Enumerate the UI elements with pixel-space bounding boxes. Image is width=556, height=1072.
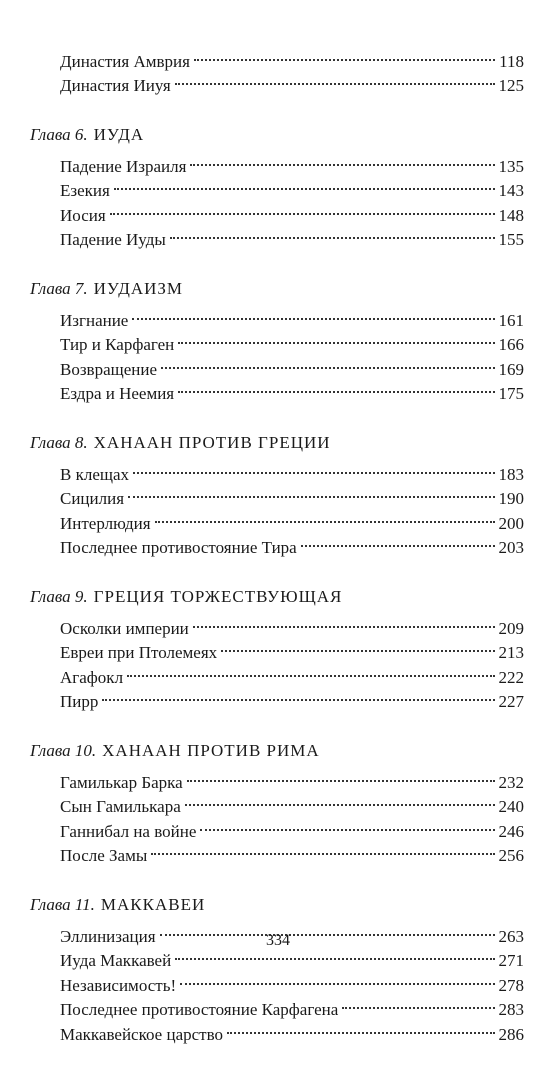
entry-page-number: 240 (498, 797, 524, 816)
dot-leader (114, 172, 495, 197)
toc-entry (60, 966, 524, 995)
entry-title: Независимость! (60, 975, 177, 995)
entry-title: Падение Иуды (60, 230, 166, 249)
entry-title: Сын Гамилькара (60, 797, 181, 816)
dot-leader (151, 837, 494, 862)
chapter-label: Глава 6. (30, 125, 88, 144)
chapter-title: ХАНААН ПРОТИВ ГРЕЦИИ (93, 433, 331, 452)
toc-entry (60, 67, 524, 95)
toc-entry (60, 529, 524, 557)
entry-title: Ездра и Неемия (60, 384, 175, 403)
dot-leader (175, 67, 495, 92)
toc-entry (60, 172, 524, 200)
entry-page-number: 161 (498, 310, 524, 330)
toc-chapter (0, 431, 556, 557)
toc-entry (60, 221, 524, 249)
toc-chapter (0, 585, 556, 711)
dot-leader (127, 658, 494, 683)
entry-title: Эллинизация (60, 926, 156, 946)
entry-title: После Замы (60, 846, 148, 865)
entry-page-number: 271 (498, 951, 524, 970)
toc-chapter (0, 739, 556, 865)
toc-entry (60, 375, 524, 403)
dot-leader (342, 991, 494, 1016)
toc-entry (60, 609, 524, 638)
dot-leader (180, 966, 494, 991)
chapter-heading (30, 123, 556, 147)
toc-entry (60, 763, 524, 792)
entry-title: Падение Израиля (60, 156, 187, 176)
toc-entry (60, 480, 524, 508)
chapter-heading (30, 585, 556, 609)
dot-leader (200, 812, 494, 837)
toc-entry (60, 350, 524, 379)
entry-title: Тир и Карфаген (60, 335, 175, 354)
dot-leader (193, 609, 495, 634)
entry-page-number: 200 (498, 513, 524, 533)
entry-page-number: 246 (498, 821, 524, 841)
entry-title: Маккавейское царство (60, 1024, 224, 1044)
entry-page-number: 213 (498, 643, 524, 662)
entry-page-number: 232 (498, 772, 524, 792)
entry-title: Евреи при Птолемеях (60, 643, 218, 662)
chapter-label: Глава 8. (30, 433, 88, 452)
dot-leader (133, 455, 494, 480)
toc-entry (60, 658, 524, 687)
entry-title: Пирр (60, 692, 99, 711)
chapter-heading (30, 277, 556, 301)
page-number: 334 (266, 932, 290, 949)
entry-page-number: 155 (498, 230, 524, 249)
toc-entry (60, 455, 524, 484)
entry-title: Агафокл (60, 667, 124, 687)
dot-leader (185, 788, 495, 813)
entry-title: Изгнание (60, 310, 129, 330)
toc-entry (60, 42, 524, 71)
table-of-contents (0, 42, 556, 1072)
entry-page-number: 175 (498, 384, 524, 403)
toc-entry (60, 991, 524, 1019)
chapter-title: ИУДАИЗМ (93, 279, 184, 298)
entry-page-number: 169 (498, 359, 524, 379)
toc-chapter (0, 123, 556, 249)
chapter-label: Глава 10. (30, 741, 97, 760)
toc-entry (60, 837, 524, 865)
entry-title: Ганнибал на войне (60, 821, 197, 841)
chapter-label: Глава 9. (30, 587, 88, 606)
entry-page-number: 283 (498, 1000, 524, 1019)
entry-title: Сицилия (60, 489, 125, 508)
entry-page-number: 166 (498, 335, 524, 354)
chapter-heading (30, 431, 556, 455)
toc-entry (60, 504, 524, 533)
chapter-heading (30, 739, 556, 763)
entry-title: Иосия (60, 205, 106, 225)
dot-leader (132, 301, 494, 326)
chapter-label: Глава 7. (30, 279, 88, 298)
entry-page-number: 286 (498, 1024, 524, 1044)
toc-entry (60, 196, 524, 225)
dot-leader (128, 480, 494, 505)
entry-page-number: 190 (498, 489, 524, 508)
dot-leader (190, 147, 494, 172)
entry-page-number: 222 (498, 667, 524, 687)
chapter-title: ГРЕЦИЯ ТОРЖЕСТВУЮЩАЯ (93, 587, 343, 606)
dot-leader (161, 350, 494, 375)
toc-entry (60, 326, 524, 354)
entry-page-number: 143 (498, 181, 524, 200)
dot-leader (178, 375, 494, 400)
entry-page-number: 118 (499, 51, 524, 71)
toc-entry (60, 634, 524, 662)
entry-page-number: 278 (498, 975, 524, 995)
entry-title: Последнее противостояние Карфагена (60, 1000, 339, 1019)
entry-page-number: 227 (498, 692, 524, 711)
chapter-title: ИУДА (93, 125, 145, 144)
entry-title: В клещах (60, 464, 130, 484)
dot-leader (301, 529, 495, 554)
chapter-label: Глава 11. (30, 895, 95, 914)
entry-title: Последнее противостояние Тира (60, 538, 297, 557)
toc-entry (60, 147, 524, 176)
toc-chapter (0, 42, 556, 95)
dot-leader (110, 196, 495, 221)
entry-title: Возвращение (60, 359, 158, 379)
entry-page-number: 135 (498, 156, 524, 176)
entry-page-number: 256 (498, 846, 524, 865)
dot-leader (221, 634, 494, 659)
dot-leader (227, 1015, 494, 1040)
toc-entry (60, 1015, 524, 1044)
toc-entry (60, 812, 524, 841)
chapter-heading (30, 893, 556, 917)
dot-leader (155, 504, 495, 529)
entry-page-number: 203 (498, 538, 524, 557)
entry-page-number: 183 (498, 464, 524, 484)
dot-leader (178, 326, 494, 351)
entry-page-number: 263 (498, 926, 524, 946)
entry-title: Осколки империи (60, 618, 189, 638)
toc-chapter (0, 893, 556, 1044)
dot-leader (102, 683, 494, 708)
entry-title: Династия Амврия (60, 51, 190, 71)
dot-leader (187, 763, 495, 788)
toc-entry (60, 683, 524, 711)
dot-leader (194, 42, 495, 67)
entry-title: Династия Ииуя (60, 76, 171, 95)
chapter-title: ХАНААН ПРОТИВ РИМА (102, 741, 320, 760)
chapter-title: МАККАВЕИ (100, 895, 206, 914)
entry-title: Интерлюдия (60, 513, 151, 533)
toc-entry (60, 788, 524, 816)
entry-page-number: 125 (498, 76, 524, 95)
entry-title: Езекия (60, 181, 110, 200)
entry-page-number: 148 (498, 205, 524, 225)
dot-leader (170, 221, 495, 246)
entry-page-number: 209 (498, 618, 524, 638)
toc-chapter (0, 277, 556, 403)
entry-title: Гамилькар Барка (60, 772, 183, 792)
entry-title: Иуда Маккавей (60, 951, 172, 970)
toc-entry (60, 301, 524, 330)
